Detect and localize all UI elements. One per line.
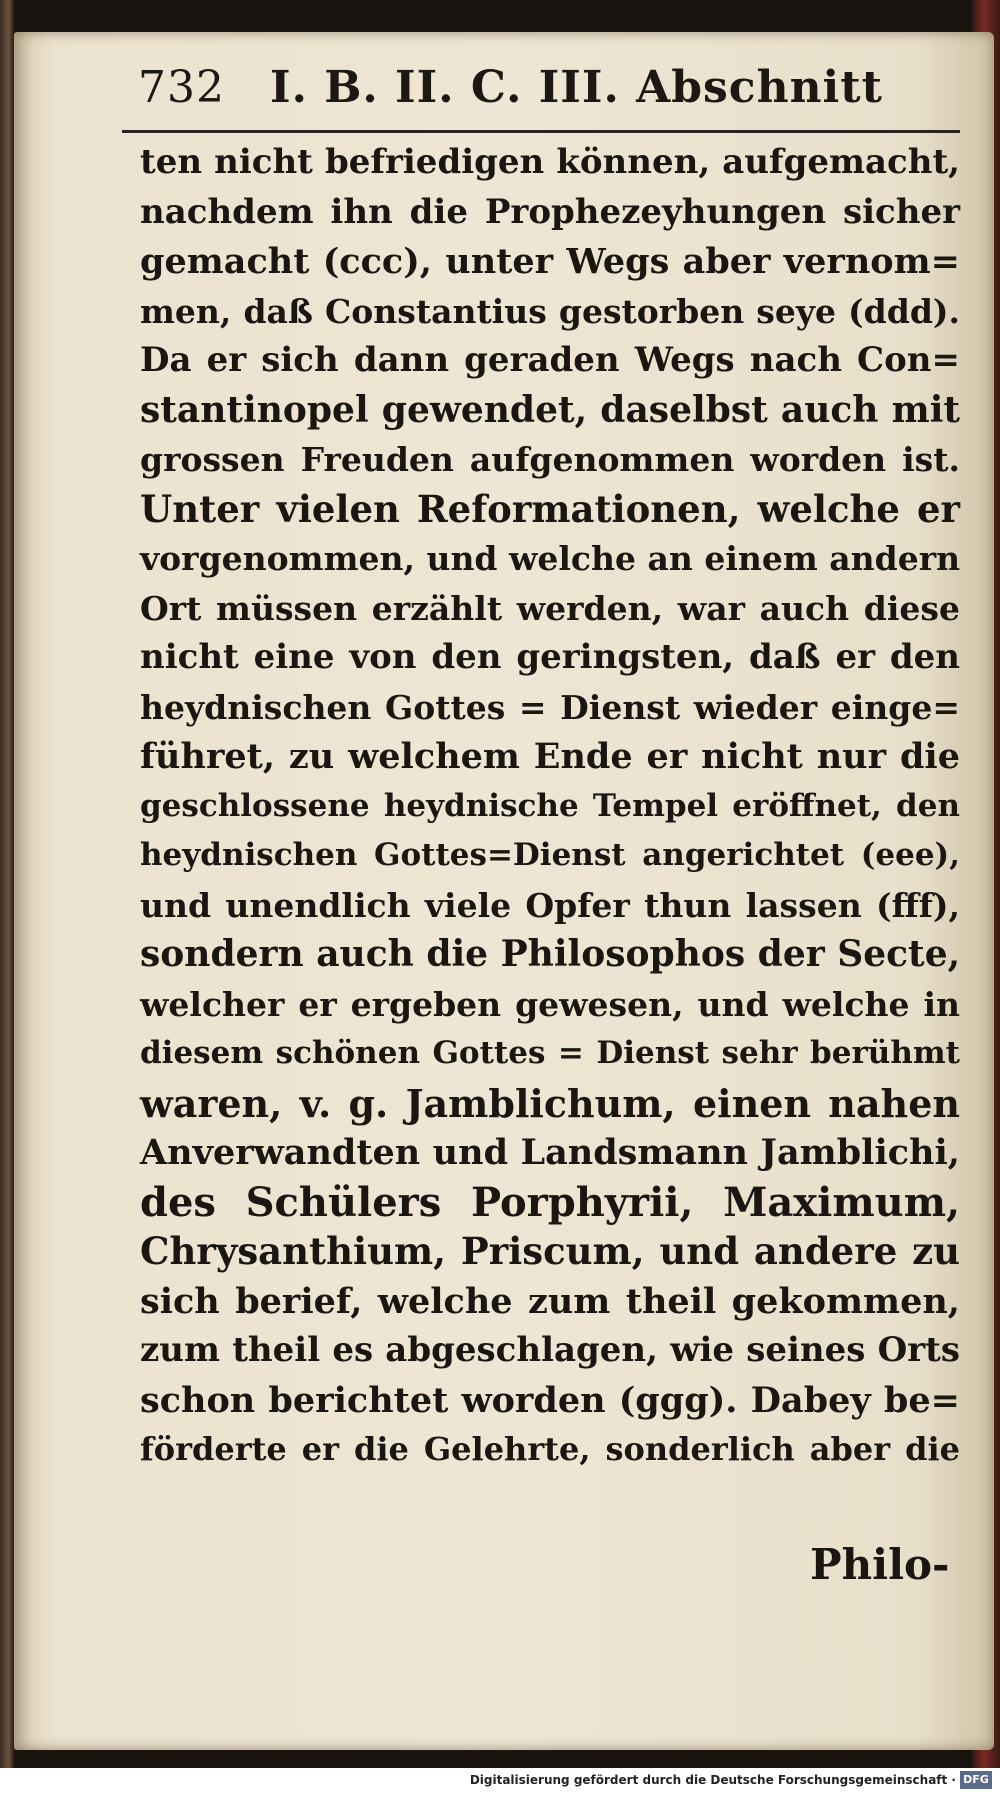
text-line: nicht eine von den geringsten, daß er den [140,637,960,677]
text-line: men, daß Constantius gestorben seye (ddd). [140,291,960,331]
text-line: Ort müssen erzählt werden, war auch diese [140,588,960,628]
funding-credit: Digitalisierung gefördert durch die Deutsche Forschungsgemeinschaft · [469,1773,956,1787]
text-line: sondern auch die Philosophos der Secte, [140,933,961,975]
text-line: geschlossene heydnische Tempel eröffnet, den [140,787,960,824]
footer-bar [0,1768,1000,1795]
body-text [140,138,960,1475]
text-line: Da er sich dann geraden Wegs nach Con= [140,340,960,380]
text-line: nachdem ihn die Prophezeyhungen sicher [140,191,960,232]
page-header [120,52,960,130]
text-line: des Schülers Porphyrii, Maximum, [140,1178,960,1226]
text-line: ten nicht befriedigen können, aufgemacht, [140,142,960,182]
text-line: förderte er die Gelehrte, sonderlich aber die [140,1430,960,1468]
text-line: zum theil es abgeschlagen, wie seines Orts [140,1330,960,1370]
book-edge-left [0,0,14,1768]
running-head: I. B. II. C. III. Abschnitt [270,62,883,113]
text-line: stantinopel gewendet, daselbst auch mit [140,388,960,431]
text-line: Anverwandten und Landsmann Jamblichi, [140,1132,960,1173]
text-line: führet, zu welchem Ende er nicht nur die [140,736,960,777]
text-line: heydnischen Gottes = Dienst wieder einge= [140,687,960,727]
text-line: und unendlich viele Opfer thun lassen (fff), [140,885,960,925]
text-line: gemacht (ccc), unter Wegs aber vernom= [140,241,960,282]
text-line: sich berief, welche zum theil gekommen, [140,1280,960,1322]
dfg-logo: DFG [960,1771,992,1789]
text-line: Chrysanthium, Priscum, und andere zu [140,1229,960,1273]
text-line: waren, v. g. Jamblichum, einen nahen [140,1080,960,1126]
text-line: grossen Freuden aufgenommen worden ist. [140,440,960,479]
catchword: Philo- [810,1540,950,1589]
text-line: welcher er ergeben gewesen, und welche in [140,984,960,1024]
text-line: Unter vielen Reformationen, welche er [140,486,960,531]
page-number: 732 [138,62,225,113]
text-line: vorgenommen, und welche an einem andern [140,539,961,578]
header-rule [122,130,960,133]
text-line: heydnischen Gottes=Dienst angerichtet (eee), [140,837,960,873]
text-line: schon berichtet worden (ggg). Dabey be= [140,1379,960,1421]
text-line: diesem schönen Gottes = Dienst sehr berühmt [140,1035,960,1071]
